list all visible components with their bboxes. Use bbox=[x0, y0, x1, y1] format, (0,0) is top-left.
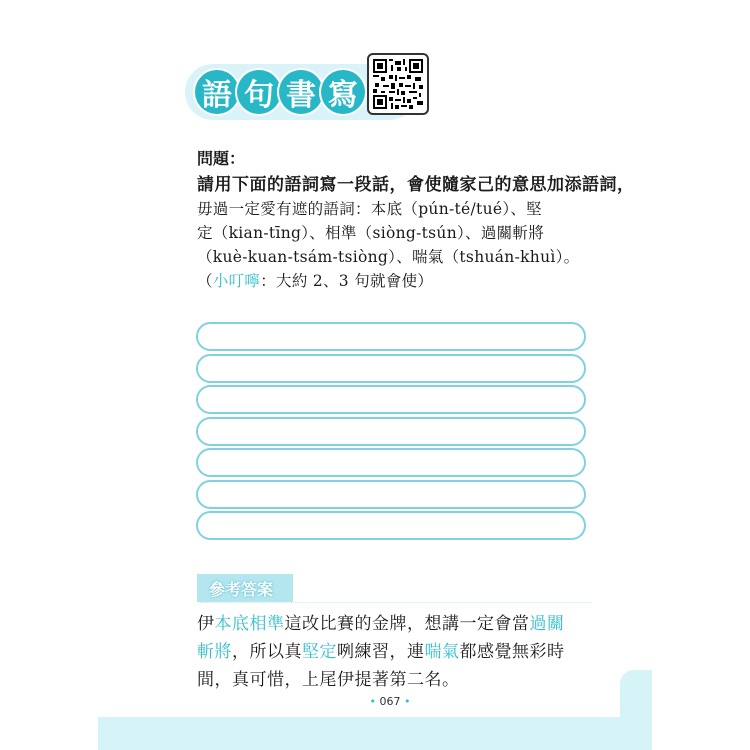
question-label: 問題： bbox=[197, 149, 246, 168]
section-title bbox=[195, 70, 363, 114]
question-hint bbox=[197, 269, 597, 293]
title-char: 寫 bbox=[321, 70, 365, 114]
page-dot-left: • bbox=[369, 695, 376, 708]
answer-tag bbox=[197, 574, 293, 602]
writing-line[interactable] bbox=[196, 354, 586, 383]
question-body bbox=[197, 197, 597, 293]
writing-line[interactable] bbox=[196, 322, 586, 351]
answer-text: 間，真可惜，上尾伊提著第二名。 bbox=[197, 670, 460, 690]
writing-line[interactable] bbox=[196, 480, 586, 509]
writing-line[interactable] bbox=[196, 417, 586, 446]
answer-keyword: 本底相準 bbox=[214, 614, 285, 634]
page-number-value: 067 bbox=[379, 695, 401, 708]
answer-line bbox=[197, 610, 592, 638]
title-char: 語 bbox=[195, 70, 239, 114]
answer-body bbox=[197, 610, 592, 694]
question-intro: 請用下面的語詞寫一段話，會使隨家己的意思加添語詞， bbox=[197, 175, 635, 195]
page-number bbox=[360, 695, 420, 708]
question-line: 定（kian-tīng）、相準（siòng-tsún）、過關斬將 bbox=[197, 224, 545, 242]
hint-label: 小叮嚀 bbox=[212, 272, 261, 290]
answer-text: ，所以真 bbox=[232, 642, 302, 662]
answer-tag-label: 參考答案 bbox=[209, 580, 274, 599]
hint-open: （ bbox=[197, 272, 213, 290]
answer-line bbox=[197, 666, 592, 694]
writing-line[interactable] bbox=[196, 385, 586, 414]
answer-divider bbox=[200, 602, 592, 603]
title-char: 書 bbox=[279, 70, 323, 114]
writing-line[interactable] bbox=[196, 511, 586, 540]
answer-keyword: 堅定 bbox=[302, 642, 337, 662]
answer-keyword: 過關 bbox=[529, 614, 565, 634]
answer-text: 伊 bbox=[197, 614, 215, 634]
answer-keyword: 喘氣 bbox=[424, 642, 460, 662]
answer-line bbox=[197, 638, 592, 666]
footer-band bbox=[98, 717, 652, 750]
writing-line[interactable] bbox=[196, 448, 586, 477]
answer-text: 這改比賽的金牌，想講一定會當 bbox=[284, 614, 530, 634]
page-dot-right: • bbox=[404, 695, 411, 708]
answer-text: 咧練習，連 bbox=[337, 642, 425, 662]
answer-text: 都感覺無彩時 bbox=[459, 642, 565, 662]
qr-code-icon[interactable] bbox=[367, 53, 429, 115]
title-char: 句 bbox=[237, 70, 281, 114]
question-line: 毋過一定愛有遮的語詞：本底（pún-té/tué）、堅 bbox=[197, 200, 542, 218]
answer-keyword: 斬將 bbox=[197, 642, 232, 662]
hint-text: ：大約 2、3 句就會使） bbox=[260, 272, 434, 290]
question-line: （kuè-kuan-tsám-tsiòng）、喘氣（tshuán-khuì）。 bbox=[197, 248, 580, 266]
